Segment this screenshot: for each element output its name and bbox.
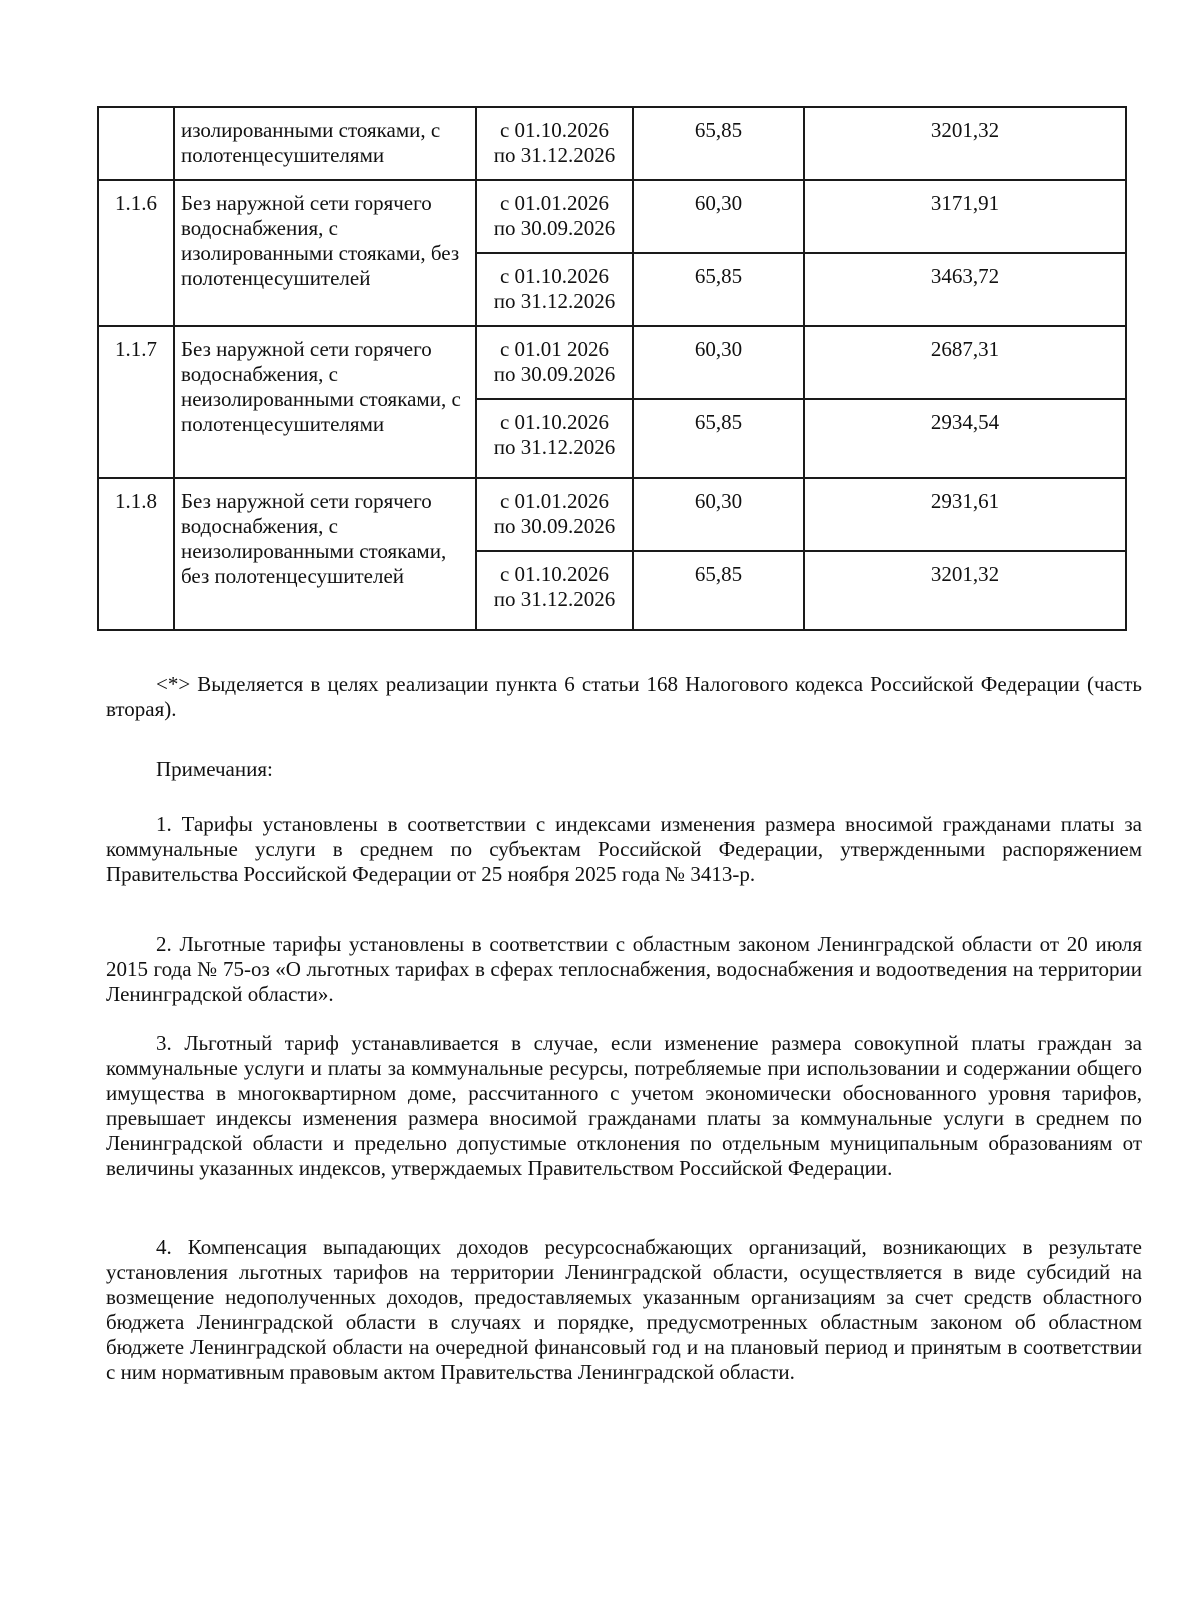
row-number-cell [98,107,174,180]
tariff-cell: 3463,72 [804,253,1126,326]
period-cell [476,253,633,326]
period-start: с 01.10.2026 [499,562,610,586]
period-start: с 01.01 2026 [499,337,610,361]
row-description-cell: Без наружной сети горячего водоснабжения, с неизолированными стояками, без полотенцесушителей [174,478,476,630]
row-number-cell: 1.1.8 [98,478,174,630]
period-start: с 01.10.2026 [499,264,610,288]
rate-cell: 65,85 [633,399,804,478]
period-end: по 31.12.2026 [493,435,616,459]
table-row [98,478,1126,551]
tariff-cell: 2934,54 [804,399,1126,478]
row-description-cell: Без наружной сети горячего водоснабжения, с изолированными стояками, без полотенцесушителей [174,180,476,326]
row-number-cell: 1.1.6 [98,180,174,326]
period-start: с 01.01.2026 [499,489,610,513]
period-cell [476,107,633,180]
period-cell [476,326,633,399]
period-cell [476,399,633,478]
rate-cell: 60,30 [633,180,804,253]
tariff-cell: 3171,91 [804,180,1126,253]
rate-cell: 65,85 [633,107,804,180]
row-number-cell: 1.1.7 [98,326,174,478]
rate-cell: 60,30 [633,326,804,399]
rate-cell: 65,85 [633,253,804,326]
tariff-cell: 3201,32 [804,551,1126,630]
note-item: 2. Льготные тарифы установлены в соответствии с областным законом Ленинградской области от 20 июля 2015 года № 75-оз «О льготных тарифах в сферах теплоснабжения, водоснабжения и водоотведения на территории Ленинградской области». [106,932,1142,1006]
period-end: по 30.09.2026 [493,514,616,538]
period-cell [476,551,633,630]
note-item: 4. Компенсация выпадающих доходов ресурсоснабжающих организаций, возникающих в результате установления льготных тарифов на территории Ленинградской области, осуществляется в виде субсидий на возмещение недополученных доходов, предоставляемых указанным организациям за счет средств областного бюджета Ленинградской области в случаях и порядке, предусмотренных областным законом об областном бюджете Ленинградской области на очередной финансовый год и на плановый период и принятым в соответствии с ним нормативным правовым актом Правительства Ленинградской области. [106,1235,1142,1384]
tariff-table [97,106,1127,631]
tariff-cell: 2931,61 [804,478,1126,551]
notes-heading: Примечания: [156,757,273,781]
note-item: 3. Льготный тариф устанавливается в случае, если изменение размера совокупной платы граждан за коммунальные услуги и платы за коммунальные ресурсы, потребляемые при использовании и содержании общего имущества в многоквартирном доме, рассчитанного с учетом экономически обоснованного уровня тарифов, превышает индексы изменения размера вносимой гражданами платы за коммунальные услуги в среднем по Ленинградской области и предельно допустимые отклонения по отдельным муниципальным образованиям от величины указанных индексов, утверждаемых Правительством Российской Федерации. [106,1031,1142,1180]
period-end: по 30.09.2026 [493,216,616,240]
footnote: <*> Выделяется в целях реализации пункта 6 статьи 168 Налогового кодекса Российской Федерации (часть вторая). [106,672,1142,721]
period-end: по 30.09.2026 [493,362,616,386]
period-end: по 31.12.2026 [493,143,616,167]
period-start: с 01.10.2026 [499,410,610,434]
period-start: с 01.01.2026 [499,191,610,215]
period-end: по 31.12.2026 [493,289,616,313]
period-end: по 31.12.2026 [493,587,616,611]
tariff-cell: 2687,31 [804,326,1126,399]
table-row [98,326,1126,399]
period-cell [476,180,633,253]
rate-cell: 65,85 [633,551,804,630]
note-item: 1. Тарифы установлены в соответствии с индексами изменения размера вносимой гражданами платы за коммунальные услуги в среднем по субъектам Российской Федерации, утвержденными распоряжением Правительства Российской Федерации от 25 ноября 2025 года № 3413-р. [106,812,1142,886]
period-cell [476,478,633,551]
table-row [98,107,1126,180]
table-row [98,180,1126,253]
row-description-cell: Без наружной сети горячего водоснабжения, с неизолированными стояками, с полотенцесушителями [174,326,476,478]
row-description-cell: изолированными стояками, с полотенцесушителями [174,107,476,180]
rate-cell: 60,30 [633,478,804,551]
tariff-cell: 3201,32 [804,107,1126,180]
period-start: с 01.10.2026 [499,118,610,142]
